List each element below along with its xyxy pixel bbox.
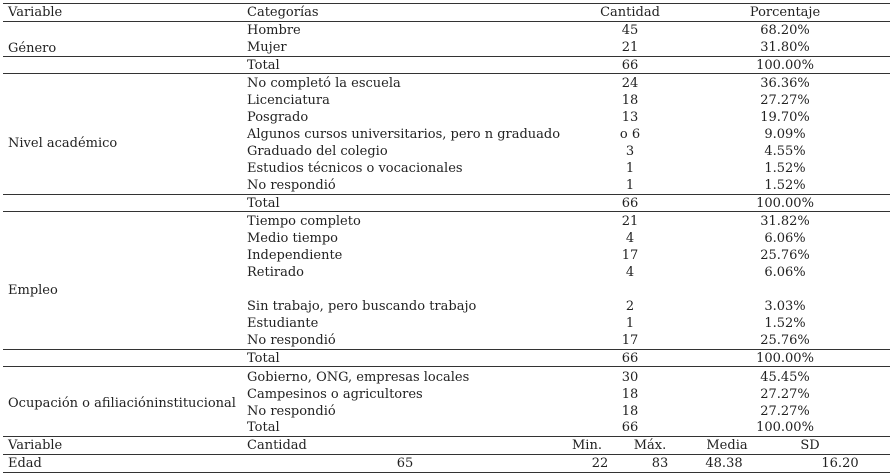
age-row-sd: 16.20 [821,456,859,471]
total-cantidad: 66 [621,58,639,73]
porcentaje-value: 9.09% [764,127,806,142]
porcentaje-value: 25.76% [760,248,810,263]
porcentaje-value: 1.52% [764,178,806,193]
total-cantidad: 66 [621,351,639,366]
variable-genero: Género [8,41,57,56]
categoria-label: No completó la escuela [247,76,401,91]
porcentaje-value: 1.52% [764,316,806,331]
cantidad-value: 21 [621,214,639,229]
cantidad-value: 24 [621,76,639,91]
categoria-label: Hombre [247,23,301,38]
porcentaje-value: 27.27% [760,387,810,402]
cantidad-value: 4 [625,265,635,280]
cantidad-value: 18 [621,387,639,402]
cantidad-value: 1 [625,316,635,331]
porcentaje-value: 19.70% [760,110,810,125]
categoria-label: Medio tiempo [247,231,338,246]
variable-empleo: Empleo [8,283,58,298]
cantidad-value: 4 [625,231,635,246]
total-label: Total [247,196,280,211]
rule-bottom [3,472,890,473]
cantidad-value: 45 [621,23,639,38]
porcentaje-value: 31.80% [760,40,810,55]
age-row-max: 83 [651,456,669,471]
categoria-label: Retirado [247,265,304,280]
porcentaje-value: 1.52% [764,161,806,176]
porcentaje-value: 4.55% [764,144,806,159]
age-header-max: Máx. [633,438,667,453]
cantidad-value: o 6 [619,127,641,142]
categoria-label: Gobierno, ONG, empresas locales [247,370,470,385]
age-row-cantidad: 65 [396,456,414,471]
categoria-label: Mujer [247,40,287,55]
cantidad-value: 30 [621,370,639,385]
categoria-label: No respondió [247,333,336,348]
categoria-label: No respondió [247,404,336,419]
total-porcentaje: 100.00% [756,58,814,73]
total-cantidad: 66 [621,196,639,211]
cantidad-value: 1 [625,161,635,176]
cantidad-value: 13 [621,110,639,125]
cantidad-value: 18 [621,93,639,108]
porcentaje-value: 6.06% [764,231,806,246]
cantidad-value: 17 [621,248,639,263]
total-label: Total [247,58,280,73]
total-porcentaje: 100.00% [756,420,814,435]
total-label: Total [247,420,280,435]
total-label: Total [247,351,280,366]
categoria-label: Algunos cursos universitarios, pero n graduado [247,127,561,142]
age-header-cantidad: Cantidad [247,438,307,453]
categoria-label: Sin trabajo, pero buscando trabajo [247,299,477,314]
age-row-min: 22 [591,456,609,471]
porcentaje-value: 31.82% [760,214,810,229]
categoria-label: Licenciatura [247,93,330,108]
rule-age-header [3,454,890,455]
age-header-sd: SD [800,438,820,453]
categoria-label: Posgrado [247,110,309,125]
categoria-label: No respondió [247,178,336,193]
age-header-variable: Variable [8,438,63,453]
porcentaje-value: 68.20% [760,23,810,38]
categoria-label: Independiente [247,248,343,263]
porcentaje-value: 36.36% [760,76,810,91]
cantidad-value: 21 [621,40,639,55]
cantidad-value: 18 [621,404,639,419]
age-row-media: 48.38 [705,456,743,471]
cantidad-value: 3 [625,144,635,159]
porcentaje-value: 45.45% [760,370,810,385]
header-variable: Variable [8,5,63,20]
porcentaje-value: 6.06% [764,265,806,280]
porcentaje-value: 25.76% [760,333,810,348]
categoria-label: Graduado del colegio [247,144,388,159]
categoria-label: Estudiante [247,316,319,331]
age-header-media: Media [706,438,748,453]
variable-ocupacion: Ocupación o afiliacióninstitucional [8,396,236,411]
age-header-min: Min. [572,438,602,453]
total-cantidad: 66 [621,420,639,435]
total-porcentaje: 100.00% [756,351,814,366]
header-cantidad: Cantidad [600,5,660,20]
cantidad-value: 17 [621,333,639,348]
header-porcentaje: Porcentaje [749,5,821,20]
age-row-variable: Edad [8,456,42,471]
cantidad-value: 1 [625,178,635,193]
porcentaje-value: 27.27% [760,404,810,419]
categoria-label: Estudios técnicos o vocacionales [247,161,463,176]
porcentaje-value: 3.03% [764,299,806,314]
categoria-label: Campesinos o agricultores [247,387,423,402]
cantidad-value: 2 [625,299,635,314]
categoria-label: Tiempo completo [247,214,361,229]
porcentaje-value: 27.27% [760,93,810,108]
header-categorias: Categorías [247,5,319,20]
variable-nivel-academico: Nivel académico [8,136,118,151]
total-porcentaje: 100.00% [756,196,814,211]
